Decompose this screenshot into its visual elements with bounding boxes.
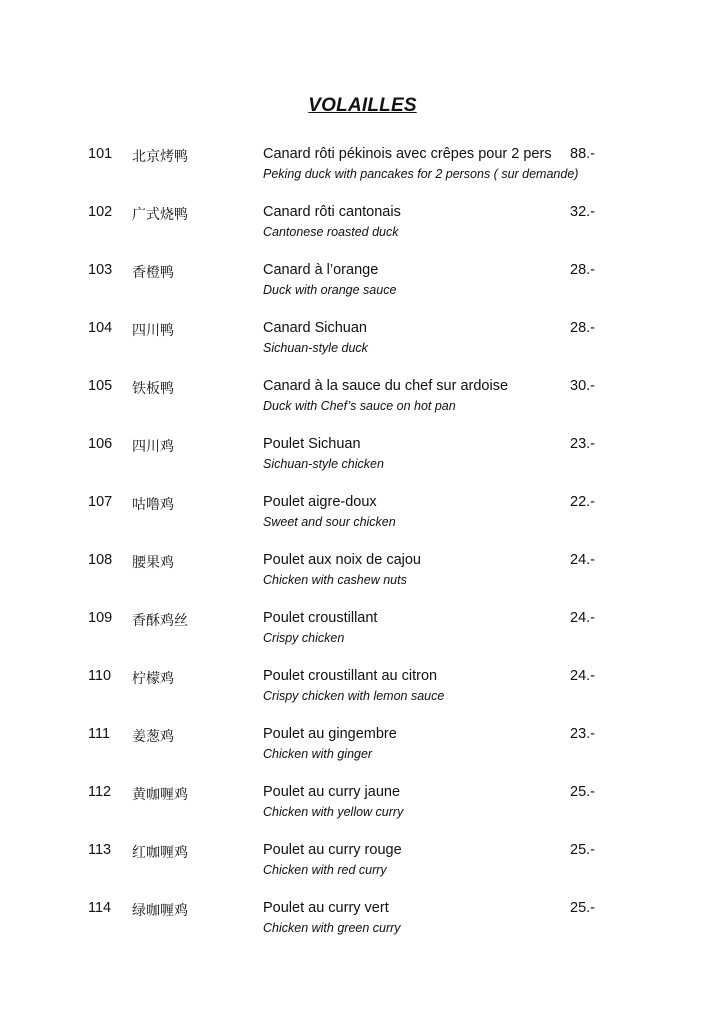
- item-english-description: Chicken with green curry: [263, 921, 401, 935]
- item-french-name: Canard à l’orange: [263, 262, 379, 278]
- item-chinese-name: 绿咖喱鸡: [132, 903, 188, 919]
- item-price: 25.-: [570, 900, 595, 916]
- item-french-name: Canard rôti cantonais: [263, 204, 401, 220]
- item-english-description: Crispy chicken with lemon sauce: [263, 689, 445, 703]
- item-english-description: Sweet and sour chicken: [263, 515, 396, 529]
- item-english-description: Duck with orange sauce: [263, 283, 397, 297]
- item-french-name: Poulet croustillant au citron: [263, 668, 438, 684]
- menu-item: [0, 436, 725, 494]
- item-price: 23.-: [570, 726, 595, 742]
- item-french-name: Poulet Sichuan: [263, 436, 361, 452]
- item-english-description: Duck with Chef’s sauce on hot pan: [263, 399, 456, 413]
- item-french-name: Poulet aigre-doux: [263, 494, 377, 510]
- item-number: 112: [88, 784, 112, 800]
- item-chinese-name: 咕噜鸡: [132, 497, 174, 513]
- item-price: 23.-: [570, 436, 595, 452]
- item-number: 114: [88, 900, 112, 916]
- item-price: 24.-: [570, 552, 595, 568]
- item-number: 111: [88, 726, 111, 742]
- item-number: 107: [88, 494, 113, 510]
- item-chinese-name: 广式烧鸭: [132, 207, 188, 223]
- item-price: 22.-: [570, 494, 595, 510]
- item-price: 24.-: [570, 668, 595, 684]
- item-french-name: Poulet croustillant: [263, 610, 378, 626]
- item-english-description: Chicken with cashew nuts: [263, 573, 407, 587]
- item-english-description: Chicken with red curry: [263, 863, 387, 877]
- item-price: 28.-: [570, 262, 595, 278]
- item-french-name: Poulet au curry jaune: [263, 784, 401, 800]
- item-price: 24.-: [570, 610, 595, 626]
- menu-item: [0, 262, 725, 320]
- menu-item: [0, 204, 725, 262]
- menu-item: [0, 320, 725, 378]
- item-price: 28.-: [570, 320, 595, 336]
- item-chinese-name: 姜葱鸡: [132, 729, 174, 745]
- menu-item: [0, 146, 725, 204]
- item-english-description: Chicken with ginger: [263, 747, 373, 761]
- item-chinese-name: 香橙鸭: [132, 265, 174, 281]
- item-french-name: Canard rôti pékinois avec crêpes pour 2 pers: [263, 146, 552, 162]
- menu-item: [0, 784, 725, 842]
- item-english-description: Crispy chicken: [263, 631, 345, 645]
- item-english-description: Peking duck with pancakes for 2 persons ( sur demande): [263, 167, 579, 181]
- item-number: 103: [88, 262, 113, 278]
- menu-item: [0, 668, 725, 726]
- item-chinese-name: 北京烤鸭: [132, 149, 188, 165]
- item-french-name: Canard Sichuan: [263, 320, 367, 336]
- menu-item: [0, 552, 725, 610]
- page-title: VOLAILLES: [308, 95, 417, 116]
- item-number: 102: [88, 204, 113, 220]
- item-chinese-name: 四川鸡: [132, 439, 174, 455]
- item-price: 88.-: [570, 146, 595, 162]
- menu-item: [0, 842, 725, 900]
- item-chinese-name: 腰果鸡: [132, 555, 174, 571]
- item-number: 113: [88, 842, 112, 858]
- item-number: 108: [88, 552, 113, 568]
- item-french-name: Poulet au gingembre: [263, 726, 397, 742]
- item-number: 106: [88, 436, 113, 452]
- item-price: 25.-: [570, 842, 595, 858]
- item-chinese-name: 黄咖喱鸡: [132, 787, 188, 803]
- menu-item: [0, 726, 725, 784]
- item-chinese-name: 柠檬鸡: [132, 671, 174, 687]
- item-price: 25.-: [570, 784, 595, 800]
- item-french-name: Poulet au curry rouge: [263, 842, 402, 858]
- item-french-name: Poulet aux noix de cajou: [263, 552, 421, 568]
- item-english-description: Cantonese roasted duck: [263, 225, 399, 239]
- item-english-description: Chicken with yellow curry: [263, 805, 404, 819]
- menu-item: [0, 900, 725, 958]
- item-price: 30.-: [570, 378, 595, 394]
- item-chinese-name: 香酥鸡丝: [132, 613, 188, 629]
- menu-item: [0, 494, 725, 552]
- item-french-name: Canard à la sauce du chef sur ardoise: [263, 378, 509, 394]
- item-chinese-name: 红咖喱鸡: [132, 845, 188, 861]
- item-english-description: Sichuan-style chicken: [263, 457, 384, 471]
- item-english-description: Sichuan-style duck: [263, 341, 368, 355]
- item-french-name: Poulet au curry vert: [263, 900, 389, 916]
- item-number: 105: [88, 378, 113, 394]
- menu-item: [0, 378, 725, 436]
- item-chinese-name: 铁板鸭: [132, 381, 174, 397]
- menu-list: [0, 146, 725, 958]
- item-number: 110: [88, 668, 112, 684]
- item-number: 104: [88, 320, 113, 336]
- item-price: 32.-: [570, 204, 595, 220]
- item-number: 101: [88, 146, 113, 162]
- item-number: 109: [88, 610, 113, 626]
- menu-item: [0, 610, 725, 668]
- item-chinese-name: 四川鸭: [132, 323, 174, 339]
